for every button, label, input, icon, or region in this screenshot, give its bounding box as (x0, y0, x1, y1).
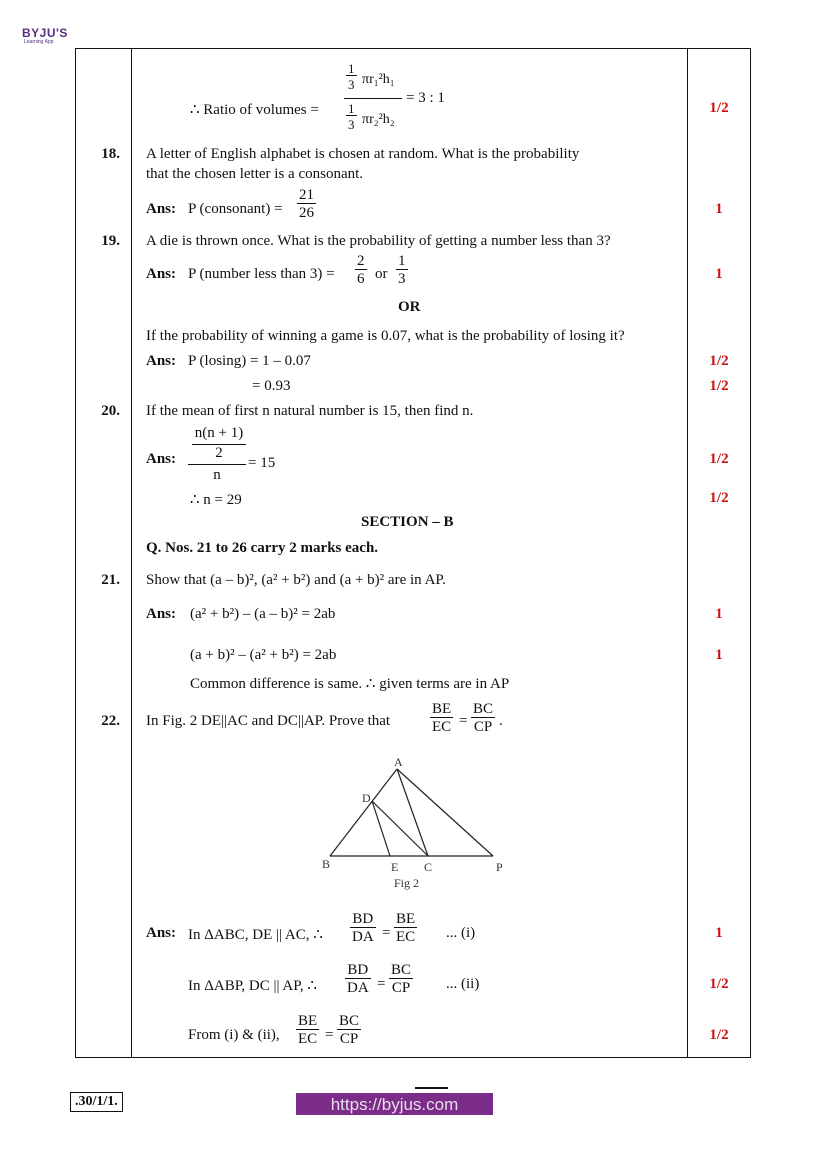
q22-step1-equals: = (382, 925, 391, 941)
fig2-label-d: D (362, 791, 371, 805)
q21-line1: (a² + b²) – (a – b)² = 2ab (190, 606, 336, 622)
q19-alt-mark2: 1/2 (709, 378, 729, 394)
q22-q-num1: BE (432, 701, 452, 717)
q20-ans-label: Ans: (146, 451, 177, 467)
q22-step3-den1: EC (298, 1031, 318, 1047)
q22-step1-num1: BD (352, 911, 374, 927)
q19-alt-mark1: 1/2 (709, 353, 729, 369)
q20-inner-den: 2 (215, 445, 223, 461)
q22-step3-num2: BC (339, 1013, 360, 1029)
q22-step1-num2: BE (396, 911, 416, 927)
q19-alt-question: If the probability of winning a game is 0.07, what is the probability of losing it? (146, 328, 625, 344)
q20-question: If the mean of first n natural number is 15, then find n. (146, 403, 474, 419)
q22-step2-den2: CP (389, 978, 413, 996)
byjus-logo-subtitle: Learning App (24, 39, 54, 45)
q21-mark2: 1 (715, 647, 723, 663)
q19-frac1-num: 2 (357, 253, 365, 269)
q17-den-top: 1 (348, 101, 355, 116)
q22-step3-text: From (i) & (ii), (188, 1027, 280, 1043)
q17-mark: 1/2 (709, 100, 729, 116)
q19-or-small: or (375, 266, 388, 282)
q22-step3-fraction-1 (296, 1014, 319, 1047)
q20-number: 20. (101, 403, 120, 419)
q22-step2-fraction-1 (345, 963, 371, 996)
q17-num-top: 1 (348, 61, 355, 76)
fig2-line-ap (397, 769, 493, 856)
q22-question-equals: = (459, 713, 468, 729)
byjus-logo: BYJU'S (22, 26, 68, 40)
q22-step2-den1: DA (347, 980, 369, 996)
q22-step2-text: In ΔABP, DC || AP, ∴ (188, 978, 317, 994)
q22-step1-tag: ... (i) (446, 925, 476, 941)
q21-mark1: 1 (715, 606, 723, 622)
q20-outer-den: n (213, 467, 221, 483)
q18-mark: 1 (715, 201, 723, 217)
q18-frac-den: 26 (299, 205, 314, 221)
q18-frac-num: 21 (299, 187, 314, 203)
q18-number: 18. (101, 146, 120, 162)
q22-question-fraction-1 (430, 702, 453, 735)
q22-step2-tag: ... (ii) (446, 976, 480, 992)
fig2-label-a: A (394, 755, 403, 769)
q21-line2: (a + b)² – (a² + b²) = 2ab (190, 647, 337, 663)
q18-ans-label: Ans: (146, 201, 177, 217)
fig2-triangle-diagram (310, 755, 520, 895)
q22-q-num2: BC (473, 701, 494, 717)
q19-mark: 1 (715, 266, 723, 282)
section-b-note: Q. Nos. 21 to 26 carry 2 marks each. (146, 540, 379, 556)
q18-question-line2: that the chosen letter is a consonant. (146, 166, 364, 182)
q19-frac2-den: 3 (398, 271, 406, 287)
q20-result: = 15 (248, 455, 276, 471)
q17-result: = 3 : 1 (406, 90, 445, 106)
q22-step1-fraction-2 (394, 912, 417, 945)
q20-outer-bar (188, 464, 246, 465)
q22-q-den1: EC (432, 719, 452, 735)
fig2-caption: Fig 2 (394, 876, 420, 890)
q22-step1-fraction-1 (350, 912, 376, 945)
fig2-label-e: E (391, 860, 399, 874)
section-b-title: SECTION – B (361, 514, 454, 530)
fig2-label-c: C (424, 860, 433, 874)
q19-ans-label: Ans: (146, 266, 177, 282)
q19-alt-ans-label: Ans: (146, 353, 177, 369)
footer-rule (415, 1087, 448, 1089)
q22-number: 22. (101, 713, 120, 729)
q19-ans-text: P (number less than 3) = (188, 266, 335, 282)
q22-question-end: . (499, 713, 503, 729)
q22-step3-equals: = (325, 1027, 334, 1043)
q22-step2-num2: BC (391, 962, 412, 978)
marks-column-divider (687, 48, 688, 1058)
q22-mark3: 1/2 (709, 1027, 729, 1043)
qnum-column-divider (131, 48, 132, 1058)
q19-or-heading: OR (398, 299, 421, 315)
q22-q-den2: CP (471, 717, 495, 735)
fig2-line-ac (397, 769, 428, 856)
fig2-label-b: B (322, 857, 331, 871)
q19-frac2-num: 1 (398, 253, 406, 269)
q18-ans-text: P (consonant) = (188, 201, 283, 217)
q22-mark2: 1/2 (709, 976, 729, 992)
fig2-label-p: P (496, 860, 503, 874)
q19-fraction-1 (355, 254, 367, 287)
q22-step3-den2: CP (337, 1029, 361, 1047)
q19-number: 19. (101, 233, 120, 249)
q22-step1-den1: DA (352, 929, 374, 945)
paper-code: .30/1/1. (70, 1092, 123, 1112)
q17-num-bottom: 3 (348, 77, 355, 92)
fig2-line-ba (330, 769, 397, 856)
q22-mark1: 1 (715, 925, 723, 941)
q22-step2-fraction-2 (389, 963, 413, 996)
q17-ratio-label: ∴ Ratio of volumes = (190, 102, 319, 118)
q19-frac1-den: 6 (357, 271, 365, 287)
byjus-url-banner[interactable]: https://byjus.com (296, 1093, 493, 1115)
q18-fraction (297, 188, 316, 221)
q17-num-expr: πr₁²h₁ (362, 72, 395, 87)
q21-number: 21. (101, 572, 120, 588)
q20-mark1: 1/2 (709, 451, 729, 467)
q22-step1-text: In ΔABC, DE || AC, ∴ (188, 927, 323, 943)
q22-step2-equals: = (377, 976, 386, 992)
q19-alt-ans-line2: = 0.93 (252, 378, 291, 394)
q22-step1-den2: EC (396, 929, 416, 945)
q17-main-fraction-bar (344, 98, 402, 99)
q20-inner-num: n(n + 1) (194, 425, 244, 441)
q17-den-expr: πr₂²h₂ (362, 112, 395, 127)
q22-question-fraction-2 (471, 702, 495, 735)
q19-question: A die is thrown once. What is the probability of getting a number less than 3? (146, 233, 611, 249)
q22-ans-label: Ans: (146, 925, 177, 941)
q22-step3-fraction-2 (337, 1014, 361, 1047)
q21-question: Show that (a – b)², (a² + b²) and (a + b)² are in AP. (146, 572, 446, 588)
q19-alt-ans-line1: P (losing) = 1 – 0.07 (188, 353, 311, 369)
q19-fraction-2 (396, 254, 408, 287)
q18-question-line1: A letter of English alphabet is chosen at random. What is the probability (146, 146, 580, 162)
q20-conclusion: ∴ n = 29 (190, 492, 242, 508)
q21-line3: Common difference is same. ∴ given terms are in AP (190, 676, 510, 692)
q22-question: In Fig. 2 DE||AC and DC||AP. Prove that (146, 713, 391, 729)
q17-den-bottom: 3 (348, 117, 355, 132)
q20-mark2: 1/2 (709, 490, 729, 506)
q22-step2-num1: BD (347, 962, 369, 978)
q21-ans-label: Ans: (146, 606, 177, 622)
q22-step3-num1: BE (298, 1013, 318, 1029)
